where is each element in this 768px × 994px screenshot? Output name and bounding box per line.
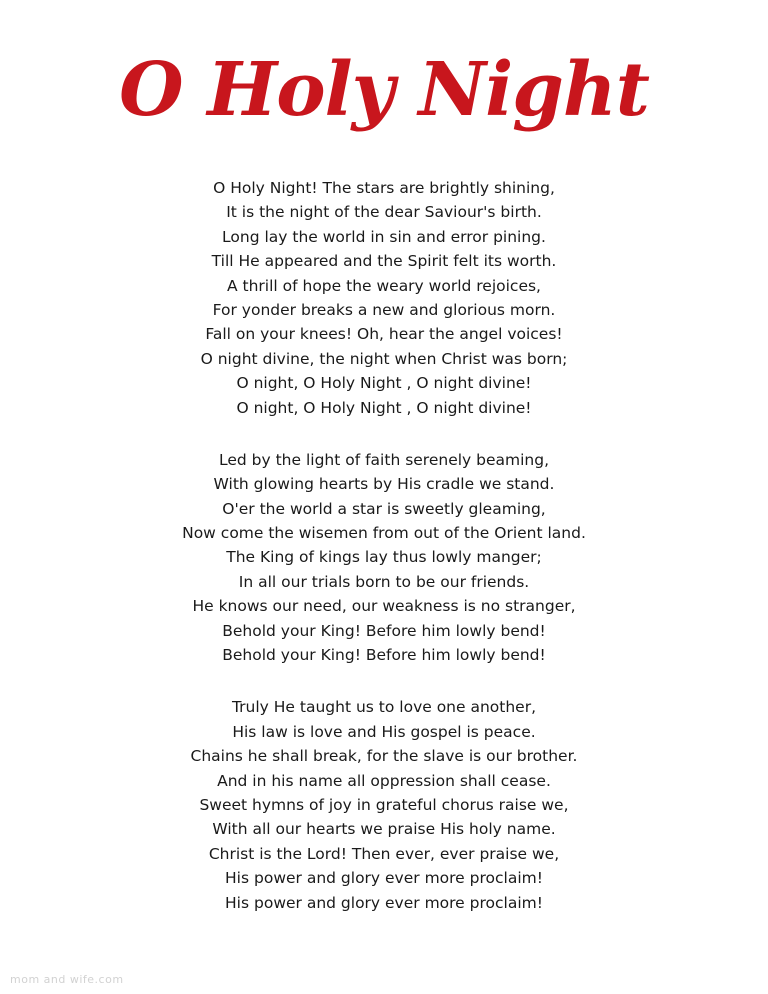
lyric-line: With glowing hearts by His cradle we stand.: [213, 475, 555, 494]
lyric-line: Long lay the world in sin and error pining.: [222, 227, 546, 246]
lyric-line: With all our hearts we praise His holy name.: [212, 820, 556, 839]
lyrics-body: [0, 176, 768, 943]
verse-1: [0, 176, 768, 420]
lyric-line: Till He appeared and the Spirit felt its worth.: [211, 252, 557, 271]
lyric-line: Led by the light of faith serenely beaming,: [218, 450, 550, 469]
watermark-logo: mom and wife.com: [10, 973, 124, 986]
lyric-line: His power and glory ever more proclaim!: [225, 869, 543, 888]
lyric-line: He knows our need, our weakness is no stranger,: [192, 597, 576, 616]
lyric-line: In all our trials born to be our friends.: [238, 572, 530, 591]
lyric-line: His law is love and His gospel is peace.: [232, 722, 536, 741]
lyric-line: O'er the world a star is sweetly gleaming,: [222, 499, 546, 518]
lyric-line: O night divine, the night when Christ was born;: [200, 349, 568, 368]
lyric-line: A thrill of hope the weary world rejoices,: [226, 276, 541, 295]
lyric-line: Now come the wisemen from out of the Orient land.: [182, 524, 586, 543]
lyric-line: The King of kings lay thus lowly manger;: [226, 548, 542, 567]
lyric-line: Christ is the Lord! Then ever, ever praise we,: [208, 844, 560, 863]
lyric-line: And in his name all oppression shall cease.: [217, 771, 551, 790]
verse-2: [0, 448, 768, 668]
lyric-line: His power and glory ever more proclaim!: [225, 893, 543, 912]
verse-3: [0, 695, 768, 915]
lyric-line: O night, O Holy Night , O night divine!: [236, 398, 532, 417]
lyric-line: Sweet hymns of joy in grateful chorus raise we,: [199, 795, 569, 814]
lyric-line: For yonder breaks a new and glorious morn.: [212, 300, 556, 319]
lyric-line: Truly He taught us to love one another,: [231, 698, 537, 717]
lyric-line: Fall on your knees! Oh, hear the angel voices!: [205, 325, 563, 344]
lyric-line: Behold your King! Before him lowly bend!: [222, 621, 546, 640]
lyric-line: O night, O Holy Night , O night divine!: [236, 374, 532, 393]
lyric-line: O Holy Night! The stars are brightly shining,: [213, 179, 555, 197]
lyric-line: Behold your King! Before him lowly bend!: [222, 646, 546, 665]
lyric-line: Chains he shall break, for the slave is our brother.: [190, 747, 578, 766]
page-title: O Holy Night: [119, 47, 649, 133]
lyric-line: It is the night of the dear Saviour's birth.: [226, 203, 542, 222]
